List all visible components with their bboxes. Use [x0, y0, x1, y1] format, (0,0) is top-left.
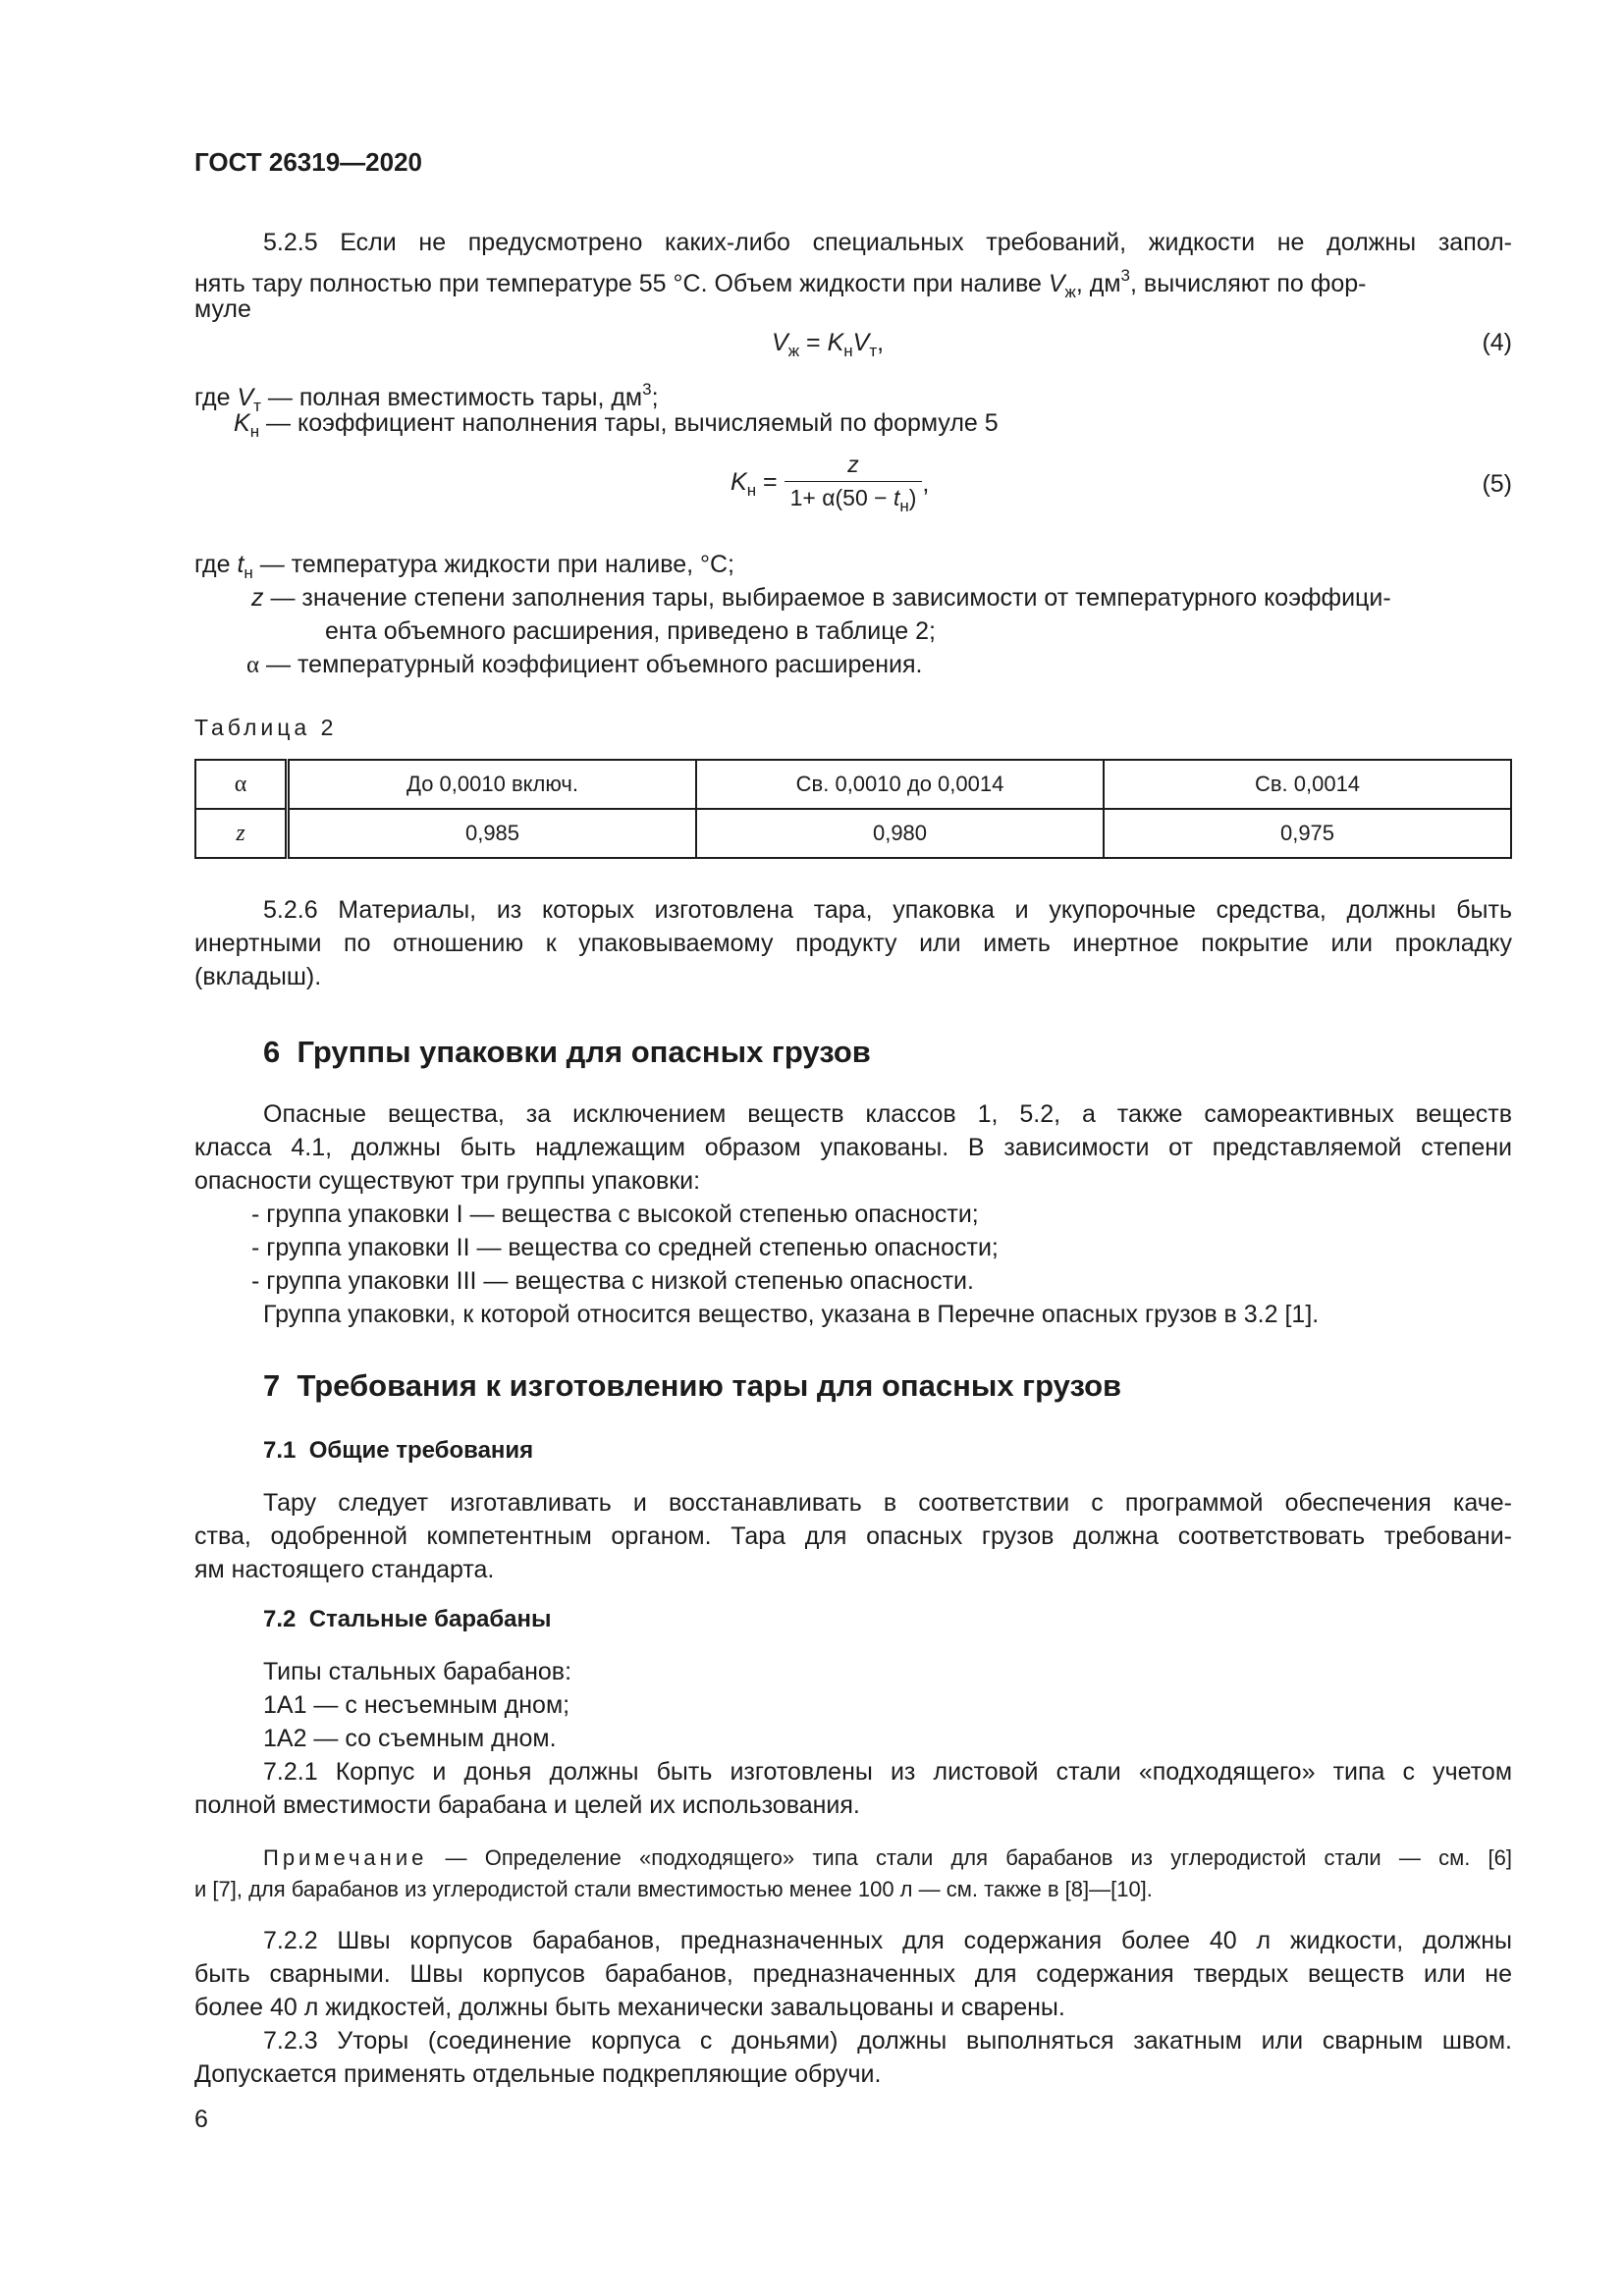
document-header: ГОСТ 26319—2020 [194, 147, 422, 177]
fraction [785, 452, 923, 516]
text-run: где [194, 384, 238, 411]
symbol-v: V [1048, 270, 1065, 297]
symbol: V [772, 329, 788, 356]
superscript: 3 [642, 380, 652, 399]
equation-number-4: (4) [1482, 329, 1512, 356]
table-row [195, 809, 1511, 858]
symbol: z [251, 584, 264, 612]
equation-number-5: (5) [1482, 470, 1512, 498]
formula-4 [772, 326, 884, 368]
symbol: V [237, 384, 254, 411]
table-cell: Св. 0,0014 [1104, 760, 1511, 809]
list-item: - группа упаковки III — вещества с низкой степенью опасности. [251, 1267, 974, 1295]
text-run: нять тару полностью при температуре 55 °С. Объем жидкости при наливе [194, 270, 1049, 297]
paragraph-line: ства, одобренной компетентным органом. Тара для опасных грузов должна соответствовать требовани- [194, 1522, 1512, 1550]
definition-line [246, 648, 923, 682]
paragraph-line: полной вместимости барабана и целей их использования. [194, 1791, 860, 1819]
subscript: н [244, 563, 253, 582]
denominator [785, 482, 923, 516]
paragraph-line: Опасные вещества, за исключением веществ классов 1, 5.2, а также самореактивных веществ [263, 1100, 1512, 1128]
subscript: н [899, 497, 909, 515]
definition-line [251, 581, 1391, 614]
paragraph-line: быть сварными. Швы корпусов барабанов, предназначенных для содержания твердых веществ или не [194, 1960, 1512, 1988]
subscript: т [869, 342, 878, 360]
equals: = [756, 467, 785, 496]
note-label: Примечание [263, 1845, 428, 1870]
symbol: α [246, 652, 260, 678]
formula-5 [731, 452, 929, 516]
note-line: и [7], для барабанов из углеродистой стали вместимостью менее 100 л — см. также в [8]—[10]. [194, 1877, 1153, 1901]
table-cell: α [195, 760, 288, 809]
text-run: — температурный коэффициент объемного расширения. [259, 651, 923, 678]
text-run: — значение степени заполнения тары, выбираемое в зависимости от температурного коэффици- [263, 584, 1391, 612]
table-cell: 0,975 [1104, 809, 1511, 858]
text-run: — полная вместимость тары, дм [260, 384, 643, 411]
paragraph-line: муле [194, 295, 251, 323]
paragraph-line: более 40 л жидкостей, должны быть механически завальцованы и сварены. [194, 1994, 1065, 2021]
symbol: K [827, 329, 844, 356]
text-run: ) [908, 485, 917, 510]
paragraph-line: класса 4.1, должны быть надлежащим образом упакованы. В зависимости от представляемой степени [194, 1134, 1512, 1161]
text-run: — температура жидкости при наливе, °С; [252, 551, 735, 578]
text-run: — Определение «подходящего» типа стали для барабанов из углеродистой стали — см. [6] [427, 1845, 1512, 1870]
equals: = [799, 329, 828, 356]
punct: , [877, 329, 885, 356]
definition-line [234, 406, 999, 449]
paragraph-line: 7.2.3 Уторы (соединение корпуса с доньями) должны выполняться закатным или сварным швом. [263, 2027, 1512, 2055]
paragraph-line: Типы стальных барабанов: [263, 1658, 572, 1685]
punct: , [922, 469, 930, 498]
text-run: 1+ α(50 − [789, 485, 893, 510]
table-cell: Св. 0,0010 до 0,0014 [696, 760, 1104, 809]
paragraph-line: 7.2.1 Корпус и донья должны быть изготовлены из листовой стали «подходящего» типа с учетом [263, 1758, 1512, 1786]
subscript: н [843, 342, 853, 360]
page-number: 6 [194, 2106, 208, 2133]
text-run: — коэффициент наполнения тары, вычисляемый по формуле 5 [259, 409, 999, 437]
paragraph-line: Группа упаковки, к которой относится вещество, указана в Перечне опасных грузов в 3.2 [1]. [263, 1301, 1320, 1328]
table-row [195, 760, 1511, 809]
paragraph-line: 5.2.6 Материалы, из которых изготовлена тара, упаковка и укупорочные средства, должны быть [263, 896, 1512, 924]
symbol: t [893, 485, 900, 510]
subsection-7-1-heading: 7.1 Общие требования [263, 1437, 534, 1464]
symbol: K [731, 467, 747, 496]
paragraph-line [194, 259, 1512, 309]
table-caption: Таблица 2 [194, 715, 338, 740]
section-6-heading: 6 Группы упаковки для опасных грузов [263, 1035, 871, 1069]
subscript: н [249, 422, 260, 441]
table-cell: z [195, 809, 288, 858]
list-item: - группа упаковки I — вещества с высокой степенью опасности; [251, 1201, 979, 1228]
table-cell: 0,985 [288, 809, 697, 858]
subscript: ж [1064, 283, 1076, 301]
table-cell: 0,980 [696, 809, 1104, 858]
numerator: z [785, 452, 923, 482]
paragraph-line: (вкладыш). [194, 963, 322, 990]
paragraph-line: ям настоящего стандарта. [194, 1556, 495, 1583]
subsection-7-2-heading: 7.2 Стальные барабаны [263, 1606, 552, 1632]
paragraph-line: Допускается применять отдельные подкрепляющие обручи. [194, 2060, 882, 2088]
symbol: K [234, 409, 250, 437]
subscript: н [746, 480, 757, 500]
text-run: где [194, 551, 238, 578]
list-item: 1А1 — с несъемным дном; [263, 1691, 570, 1719]
note-line [263, 1842, 1512, 1875]
list-item: - группа упаковки II — вещества со средней степенью опасности; [251, 1234, 999, 1261]
list-item: 1А2 — со съемным дном. [263, 1725, 557, 1752]
table-2 [194, 759, 1512, 859]
symbol: t [237, 551, 244, 578]
table-cell: До 0,0010 включ. [288, 760, 697, 809]
punct: ; [651, 384, 659, 411]
paragraph-line: 5.2.5 Если не предусмотрено каких-либо специальных требований, жидкости не должны запол- [263, 229, 1512, 256]
paragraph-line: инертными по отношению к упаковываемому продукту или иметь инертное покрытие или прокладку [194, 930, 1512, 957]
paragraph-line: Тару следует изготавливать и восстанавливать в соответствии с программой обеспечения каче- [263, 1489, 1512, 1517]
subscript: ж [787, 342, 800, 360]
symbol: V [852, 329, 870, 356]
section-7-heading: 7 Требования к изготовлению тары для опасных грузов [263, 1368, 1122, 1403]
superscript: 3 [1120, 266, 1131, 285]
paragraph-line: 7.2.2 Швы корпусов барабанов, предназначенных для содержания более 40 л жидкости, должны [263, 1927, 1512, 1954]
text-run: , дм [1075, 270, 1121, 297]
paragraph-line: опасности существуют три группы упаковки: [194, 1167, 701, 1195]
text-run: , вычисляют по фор- [1130, 270, 1367, 297]
subscript: т [253, 397, 261, 415]
definition-line: ента объемного расширения, приведено в таблице 2; [325, 617, 936, 645]
